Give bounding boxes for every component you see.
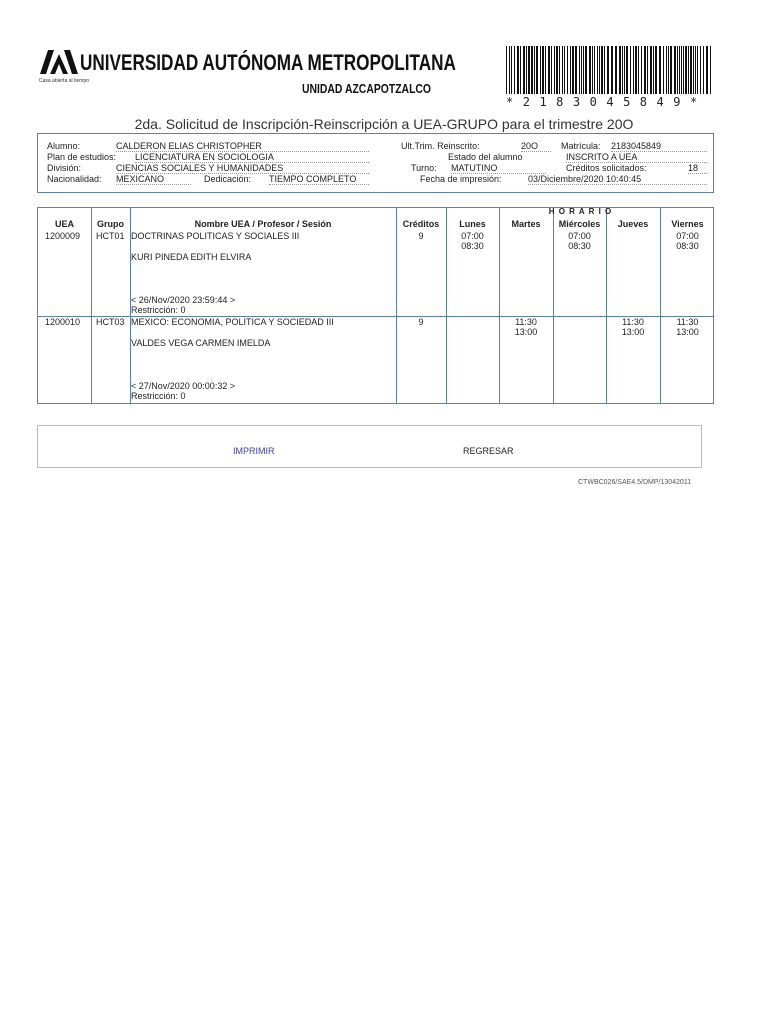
horario-label: H O R A R I O bbox=[548, 207, 613, 216]
row-creditos: 9 bbox=[418, 231, 424, 241]
fecha-value: 03/Diciembre/2020 10:40:45 bbox=[528, 174, 707, 185]
alumno-value: CALDERON ELIAS CHRISTOPHER bbox=[116, 141, 369, 152]
creditos-label: Créditos solicitados: bbox=[566, 163, 647, 173]
nacionalidad-value: MEXICANO bbox=[116, 174, 191, 185]
row-lunes-end: 08:30 bbox=[461, 241, 484, 251]
row-profesor: VALDES VEGA CARMEN IMELDA bbox=[131, 338, 271, 348]
matricula-label: Matrícula: bbox=[561, 141, 601, 151]
row-restriccion: Restricción: 0 bbox=[131, 305, 186, 315]
row-lunes-start: 07:00 bbox=[461, 231, 484, 241]
matricula-value: 2183045849 bbox=[611, 141, 707, 152]
header-jueves: Jueves bbox=[617, 219, 649, 229]
header-nombre: Nombre UEA / Profesor / Sesión bbox=[194, 219, 332, 229]
alumno-label: Alumno: bbox=[47, 141, 81, 151]
row-viernes-start: 11:30 bbox=[676, 317, 699, 327]
row-creditos: 9 bbox=[418, 317, 424, 327]
row-viernes-end: 13:00 bbox=[676, 327, 699, 337]
back-button[interactable]: REGRESAR bbox=[463, 446, 514, 456]
print-button[interactable]: IMPRIMIR bbox=[233, 446, 275, 456]
ult-trim-label: Ult.Trim. Reinscrito: bbox=[401, 141, 480, 151]
header-martes: Martes bbox=[511, 219, 541, 229]
dedicacion-value: TIEMPO COMPLETO bbox=[269, 174, 369, 185]
estado-label: Estado del alumno bbox=[448, 152, 523, 162]
header-grupo: Grupo bbox=[97, 219, 124, 229]
estado-value: INSCRITO A UEA bbox=[566, 152, 707, 163]
turno-value: MATUTINO bbox=[451, 163, 546, 174]
dedicacion-label: Dedicación: bbox=[204, 174, 252, 184]
row-miercoles-end: 08:30 bbox=[568, 241, 591, 251]
row-miercoles-start: 07:00 bbox=[568, 231, 591, 241]
student-info-box bbox=[37, 133, 714, 193]
header-uea: UEA bbox=[54, 219, 74, 229]
schedule-table bbox=[37, 207, 714, 404]
row-jueves-start: 11:30 bbox=[622, 317, 644, 327]
turno-label: Turno: bbox=[411, 163, 437, 173]
header-miercoles: Miércoles bbox=[558, 219, 601, 229]
row-martes-end: 13:00 bbox=[514, 327, 538, 337]
university-tagline: Casa abierta al tiempo bbox=[39, 78, 90, 84]
barcode-text: *2183045849* bbox=[506, 95, 707, 109]
creditos-value: 18 bbox=[688, 163, 707, 174]
actions-box bbox=[37, 425, 702, 468]
row-uea: 1200009 bbox=[45, 231, 81, 241]
row-restriccion: Restricción: 0 bbox=[131, 391, 186, 401]
row-sesion: < 27/Nov/2020 00:00:32 > bbox=[131, 381, 236, 391]
header-creditos: Créditos bbox=[402, 219, 440, 229]
row-martes-start: 11:30 bbox=[515, 317, 537, 327]
row-profesor: KURI PINEDA EDITH ELVIRA bbox=[131, 252, 252, 262]
document-title: 2da. Solicitud de Inscripción-Reinscripción a UEA-GRUPO para el trimestre 20O bbox=[134, 116, 634, 132]
row-grupo: HCT01 bbox=[96, 231, 125, 241]
row-sesion: < 26/Nov/2020 23:59:44 > bbox=[131, 295, 236, 305]
uam-logo-icon bbox=[40, 50, 78, 74]
barcode-image bbox=[506, 46, 712, 94]
plan-value: LICENCIATURA EN SOCIOLOGIA bbox=[135, 152, 369, 163]
row-uea: 1200010 bbox=[45, 317, 81, 327]
fecha-label: Fecha de impresión: bbox=[420, 174, 502, 184]
row-jueves-end: 13:00 bbox=[621, 327, 645, 337]
unit-name: UNIDAD AZCAPOTZALCO bbox=[302, 81, 432, 96]
row-viernes-end: 08:30 bbox=[676, 241, 699, 251]
header-lunes: Lunes bbox=[459, 219, 486, 229]
university-name: UNIVERSIDAD AUTÓNOMA METROPOLITANA bbox=[80, 50, 456, 75]
row-grupo: HCT03 bbox=[96, 317, 125, 327]
row-nombre: DOCTRINAS POLITICAS Y SOCIALES III bbox=[131, 231, 300, 241]
row-viernes-start: 07:00 bbox=[676, 231, 699, 241]
division-value: CIENCIAS SOCIALES Y HUMANIDADES bbox=[116, 163, 369, 174]
division-label: División: bbox=[47, 163, 82, 173]
ult-trim-value: 20O bbox=[521, 141, 551, 152]
reference-code: CTWBC026/SAE4.5/DMP/13042011 bbox=[578, 479, 692, 486]
header-viernes: Viernes bbox=[671, 219, 704, 229]
row-nombre: MEXICO: ECONOMIA, POLITICA Y SOCIEDAD III bbox=[131, 317, 334, 327]
nacionalidad-label: Nacionalidad: bbox=[47, 174, 102, 184]
plan-label: Plan de estudios: bbox=[47, 152, 117, 162]
